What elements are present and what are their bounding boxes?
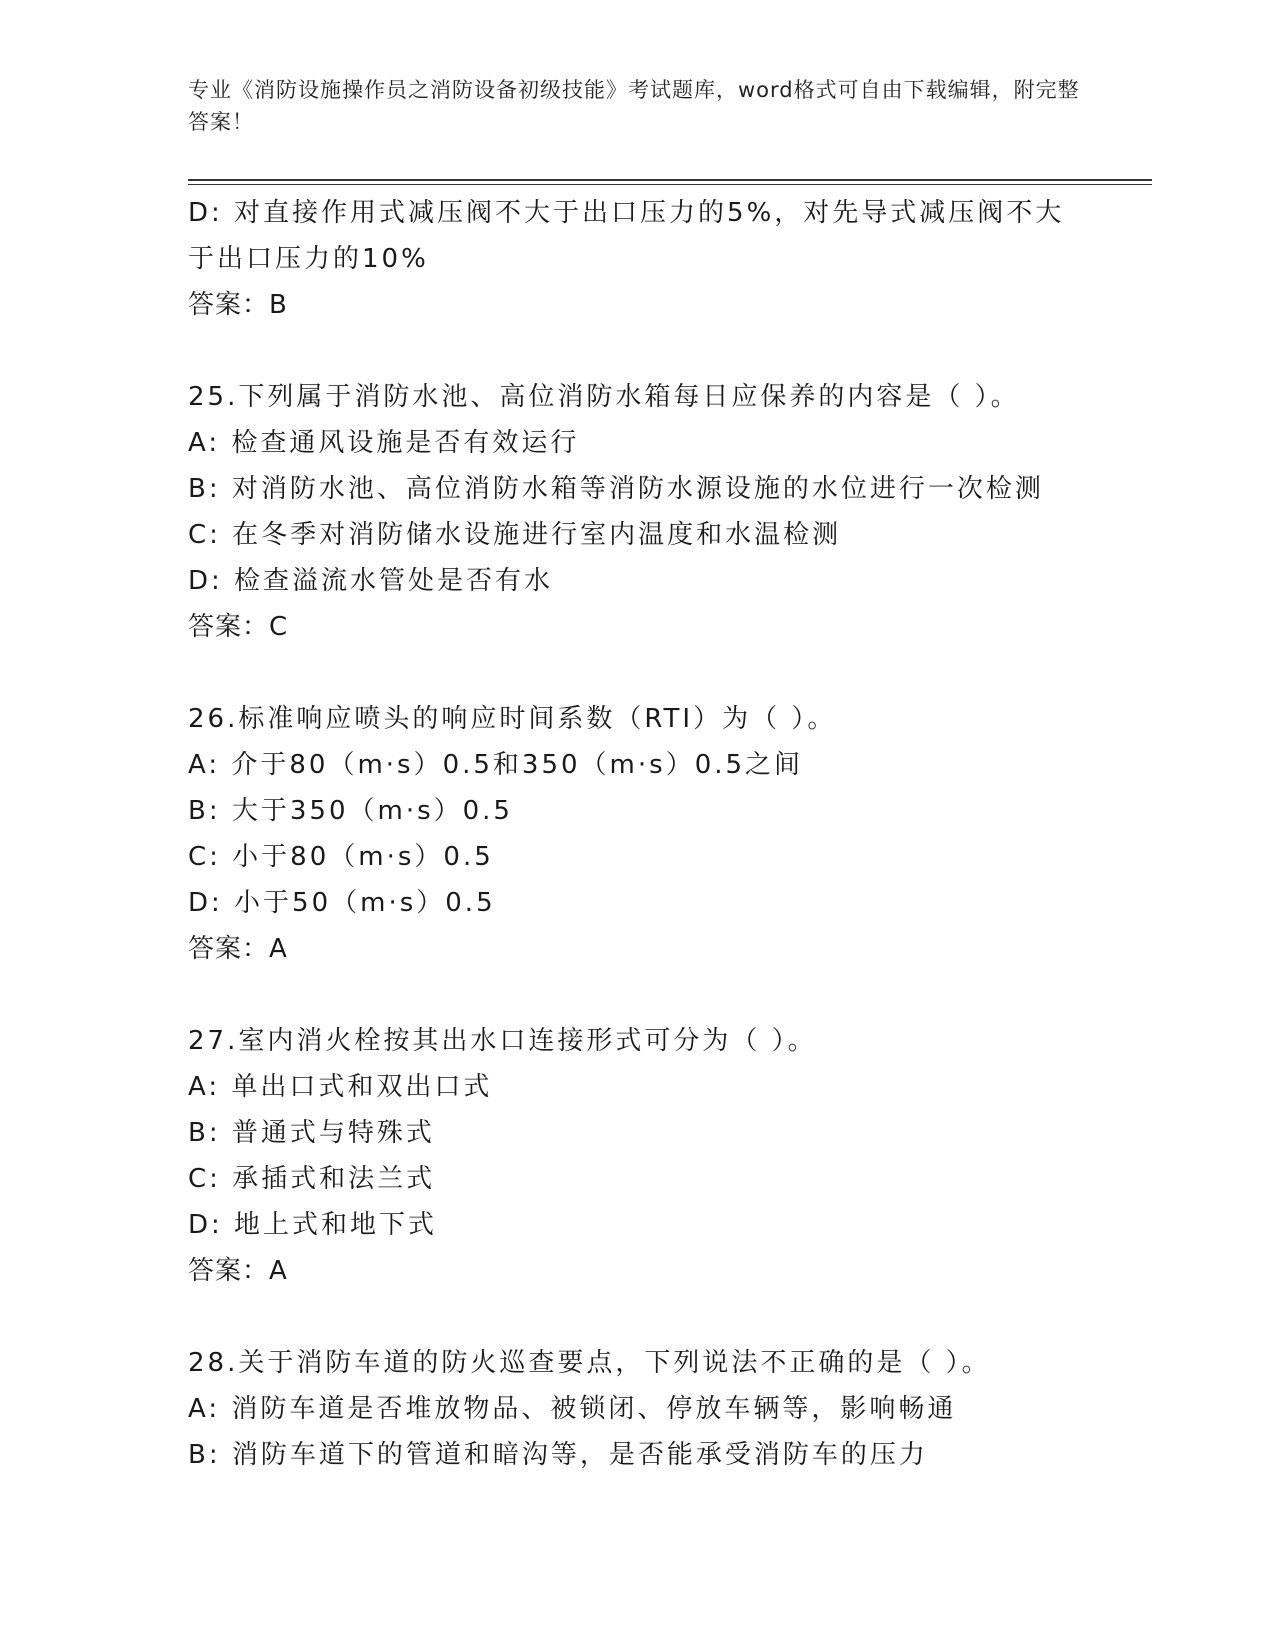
- answer: 答案：A: [188, 1256, 288, 1286]
- question-28: [188, 1340, 1088, 1478]
- option-b: B: 消防车道下的管道和暗沟等，是否能承受消防车的压力: [188, 1440, 928, 1470]
- header-divider-thin: [188, 184, 1152, 185]
- option-a: A: 检查通风设施是否有效运行: [188, 428, 580, 458]
- question-27: [188, 1018, 1088, 1294]
- answer: 答案：C: [188, 612, 289, 642]
- question-stem: 27.室内消火栓按其出水口连接形式可分为（ ）。: [188, 1026, 817, 1056]
- option-a: A: 单出口式和双出口式: [188, 1072, 493, 1102]
- question-stem: 25.下列属于消防水池、高位消防水箱每日应保养的内容是（ ）。: [188, 382, 1020, 412]
- answer: 答案：A: [188, 934, 288, 964]
- option-d: D: 小于50（m·s）0.5: [188, 888, 496, 918]
- option-a: A: 消防车道是否堆放物品、被锁闭、停放车辆等，影响畅通: [188, 1394, 957, 1424]
- option-d: D: 地上式和地下式: [188, 1210, 438, 1240]
- option-d: D: 检查溢流水管处是否有水: [188, 566, 554, 596]
- answer: 答案：B: [188, 290, 288, 320]
- question-stem: 26.标准响应喷头的响应时间系数（RTI）为（ ）。: [188, 704, 837, 734]
- question-26: [188, 696, 1088, 972]
- option-b: B: 普通式与特殊式: [188, 1118, 435, 1148]
- option-b: B: 大于350（m·s）0.5: [188, 796, 513, 826]
- option-c: C: 小于80（m·s）0.5: [188, 842, 494, 872]
- option-d: D: 对直接作用式减压阀不大于出口压力的5%，对先导式减压阀不大于出口压力的10%: [188, 198, 1065, 274]
- document-header: 专业《消防设施操作员之消防设备初级技能》考试题库，word格式可自由下载编辑，附完整答案！: [188, 78, 1080, 134]
- question-content: [188, 190, 1088, 1478]
- option-c: C: 承插式和法兰式: [188, 1164, 436, 1194]
- option-a: A: 介于80（m·s）0.5和350（m·s）0.5之间: [188, 750, 804, 780]
- question-stem: 28.关于消防车道的防火巡查要点，下列说法不正确的是（ ）。: [188, 1348, 991, 1378]
- question-25: [188, 374, 1088, 650]
- header-divider: [188, 179, 1152, 181]
- option-c: C: 在冬季对消防储水设施进行室内温度和水温检测: [188, 520, 842, 550]
- option-b: B: 对消防水池、高位消防水箱等消防水源设施的水位进行一次检测: [188, 474, 1044, 504]
